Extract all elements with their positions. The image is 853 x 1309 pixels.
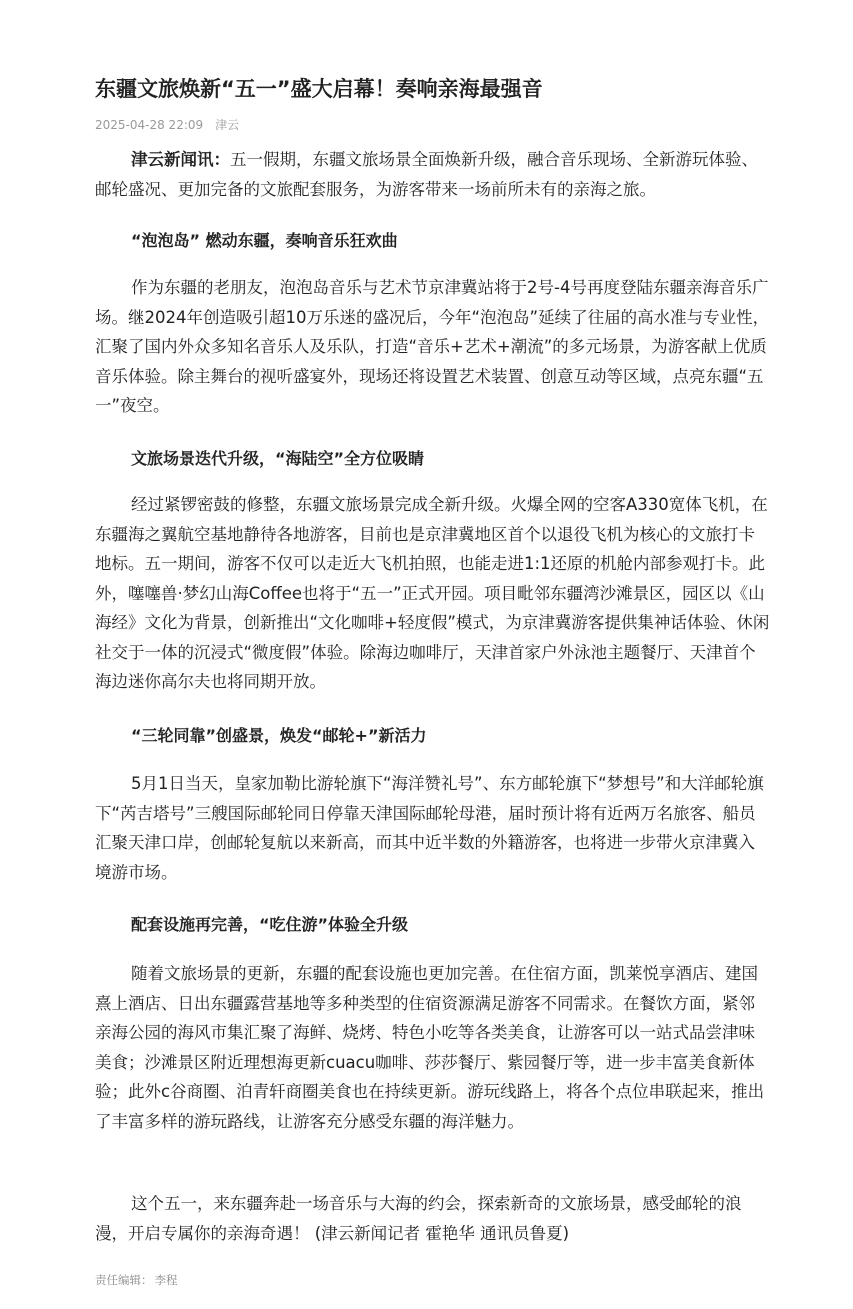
section-body-4: 随着文旅场景的更新，东疆的配套设施也更加完善。在住宿方面，凯莱悦享酒店、建国熹上酒店、日出东疆露营基地等多种类型的住宿资源满足游客不同需求。在餐饮方面，紧邻亲海公园的海风市集汇聚了海鲜、烧烤、特色小吃等各类美食，让游客可以一站式品尝津味美食；沙滩景区附近理想海更新cuacu咖啡、莎莎餐厅、紫园餐厅等，进一步丰富美食新体验；此外c谷商圈、泊青轩商圈美食也在持续更新。游玩线路上，将各个点位串联起来，推出了丰富多样的游玩路线，让游客充分感受东疆的海洋魅力。 <box>95 964 765 1131</box>
intro-lead: 津云新闻讯： <box>131 150 230 169</box>
responsible-editor <box>95 1271 178 1289</box>
section-body-1: 作为东疆的老朋友，泡泡岛音乐与艺术节京津冀站将于2号-4号再度登陆东疆亲海音乐广场。继2024年创造吸引超10万乐迷的盛况后，今年“泡泡岛”延续了往届的高水准与专业性，汇聚了国内外众多知名音乐人及乐队，打造“音乐+艺术+潮流”的多元场景，为游客献上优质音乐体验。除主舞台的视听盛宴外，现场还将设置艺术装置、创意互动等区域，点亮东疆“五一”夜空。 <box>95 278 770 415</box>
editor-name: 李程 <box>154 1273 178 1287</box>
section-body-3: 5月1日当天，皇家加勒比游轮旗下“海洋赞礼号”、东方邮轮旗下“梦想号”和大洋邮轮旗下“芮吉塔号”三艘国际邮轮同日停靠天津国际邮轮母港，届时预计将有近两万名旅客、船员汇聚天津口岸，创邮轮复航以来新高，而其中近半数的外籍游客，也将进一步带火京津冀入境游市场。 <box>95 774 764 882</box>
article-title: 东疆文旅焕新“五一”盛大启幕！奏响亲海最强音 <box>95 77 543 101</box>
section-heading-4: 配套设施再完善，“吃住游”体验全升级 <box>131 915 409 934</box>
editor-label: 责任编辑： <box>95 1273 153 1287</box>
article-meta <box>95 116 239 134</box>
section-heading-3: “三轮同靠”创盛景，焕发“邮轮+”新活力 <box>131 726 427 745</box>
intro-text: 五一假期，东疆文旅场景全面焕新升级，融合音乐现场、全新游玩体验、邮轮盛况、更加完备的文旅配套服务，为游客带来一场前所未有的亲海之旅。 <box>95 150 758 199</box>
section-heading-2: 文旅场景迭代升级，“海陆空”全方位吸睛 <box>131 449 425 468</box>
publish-date: 2025-04-28 22:09 <box>95 118 204 132</box>
article-source[interactable]: 津云 <box>215 118 240 132</box>
section-body-2: 经过紧锣密鼓的修整，东疆文旅场景完成全新升级。火爆全网的空客A330宽体飞机，在东疆海之翼航空基地静待各地游客，目前也是京津冀地区首个以退役飞机为核心的文旅打卡地标。五一期间，游客不仅可以走近大飞机拍照，也能走进1:1还原的机舱内部参观打卡。此外，噻噻兽·梦幻山海Coffee也将于“五一”正式开园。项目毗邻东疆湾沙滩景区，园区以《山海经》文化为背景，创新推出“文化咖啡+轻度假”模式，为京津冀游客提供集神话体验、休闲社交于一体的沉浸式“微度假”体验。除海边咖啡厅，天津首家户外泳池主题餐厅、天津首个海边迷你高尔夫也将同期开放。 <box>95 495 770 691</box>
intro-paragraph <box>95 145 770 204</box>
closing-paragraph: 这个五一，来东疆奔赴一场音乐与大海的约会，探索新奇的文旅场景，感受邮轮的浪漫，开启专属你的亲海奇遇！ (津云新闻记者 霍艳华 通讯员鲁夏) <box>95 1194 742 1243</box>
section-heading-1: “泡泡岛” 燃动东疆，奏响音乐狂欢曲 <box>131 231 398 250</box>
